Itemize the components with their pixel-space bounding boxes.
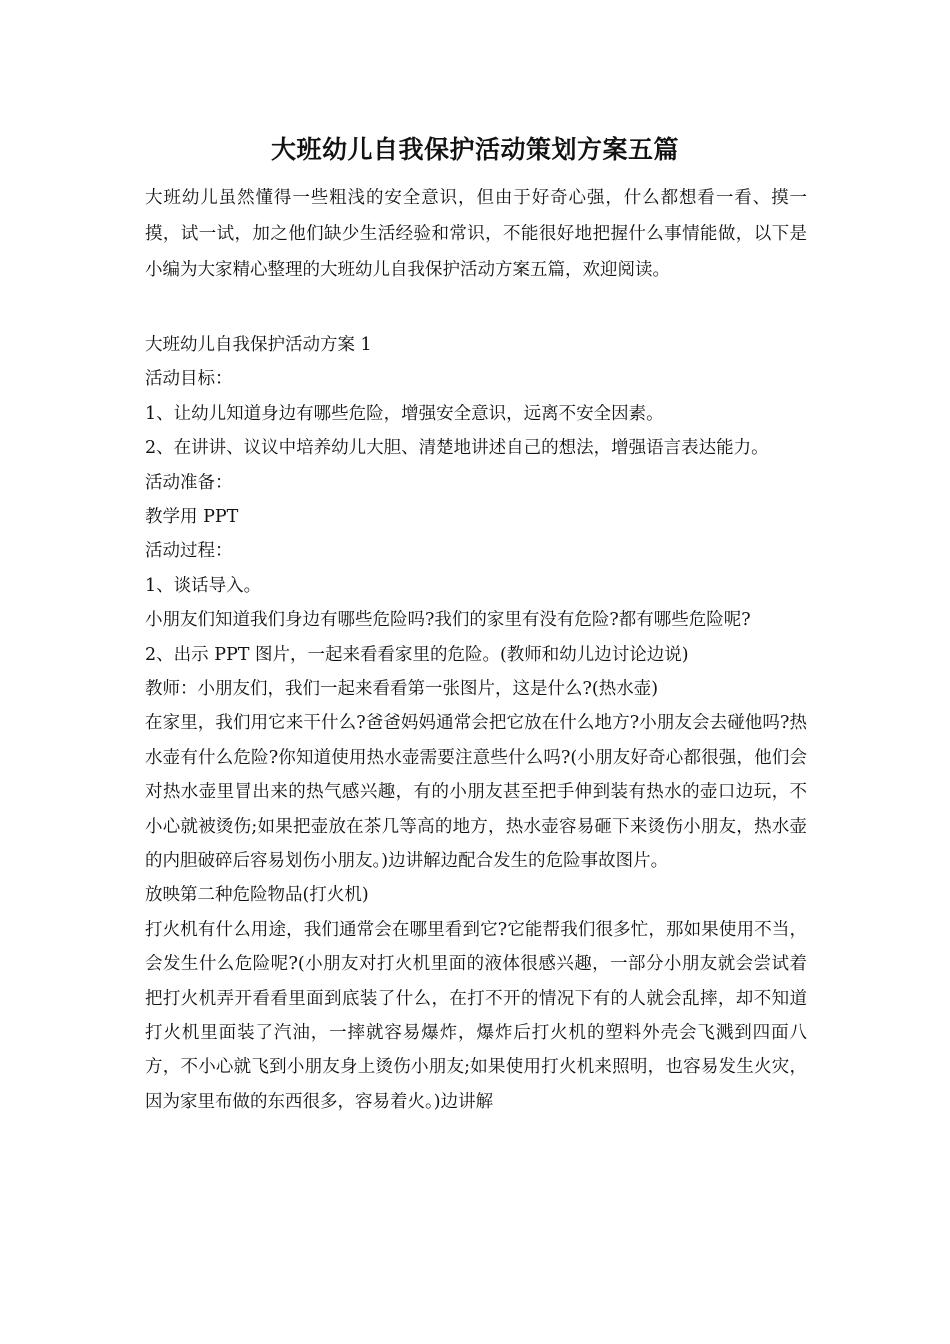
step-1-text: 小朋友们知道我们身边有哪些危险吗?我们的家里有没有危险?都有哪些危险呢?: [145, 610, 751, 631]
section-title: 大班幼儿自我保护活动方案 1: [145, 335, 372, 355]
goal-item-2: 2、在讲讲、议议中培养幼儿大胆、清楚地讲述自己的想法，增强语言表达能力。: [145, 438, 769, 459]
lighter-paragraph: 打火机有什么用途，我们通常会在哪里看到它?它能帮我们很多忙，那如果使用不当，会发生什么危险呢?(小朋友对打火机里面的液体很感兴趣，一部分小朋友就会尝试着把打火机弄开看看里面到底装了什么，在打不开的情况下有的人就会乱摔，却不知道打火机里面装了汽油，一摔就容易爆炸，爆炸后打火机的塑料外壳会飞溅到四面八方，不小心就飞到小朋友身上烫伤小朋友;如果使用打火机来照明，也容易发生火灾，因为家里布做的东西很多，容易着火。)边讲解: [145, 919, 807, 1112]
step-2: 2、出示 PPT 图片，一起来看看家里的危险。(教师和幼儿边讨论边说): [145, 644, 689, 665]
intro-paragraph: 大班幼儿虽然懂得一些粗浅的安全意识，但由于好奇心强，什么都想看一看、摸一摸，试一试，加之他们缺少生活经验和常识，不能很好地把握什么事情能做，以下是小编为大家精心整理的大班幼儿自我保护活动方案五篇，欢迎阅读。: [145, 188, 807, 280]
prep-item: 教学用 PPT: [145, 506, 239, 527]
teacher-line: 教师：小朋友们，我们一起来看看第一张图片，这是什么?(热水壶): [145, 678, 659, 699]
step-1: 1、谈话导入。: [145, 575, 262, 596]
prep-heading: 活动准备：: [145, 472, 233, 493]
document-title: 大班幼儿自我保护活动策划方案五篇: [270, 135, 679, 164]
process-heading: 活动过程：: [145, 541, 233, 562]
lighter-heading: 放映第二种危险物品(打火机): [145, 885, 369, 906]
goal-heading: 活动目标：: [145, 369, 233, 390]
goal-item-1: 1、让幼儿知道身边有哪些危险，增强安全意识，远离不安全因素。: [145, 403, 664, 424]
document-body: [145, 328, 825, 1119]
kettle-paragraph: 在家里，我们用它来干什么?爸爸妈妈通常会把它放在什么地方?小朋友会去碰他吗?热水壶有什么危险?你知道使用热水壶需要注意些什么吗?(小朋友好奇心都很强，他们会对热水壶里冒出来的热气感兴趣，有的小朋友甚至把手伸到装有热水的壶口边玩，不小心就被烫伤;如果把壶放在茶几等高的地方，热水壶容易砸下来烫伤小朋友，热水壶的内胆破碎后容易划伤小朋友。)边讲解边配合发生的危险事故图片。: [145, 713, 807, 871]
